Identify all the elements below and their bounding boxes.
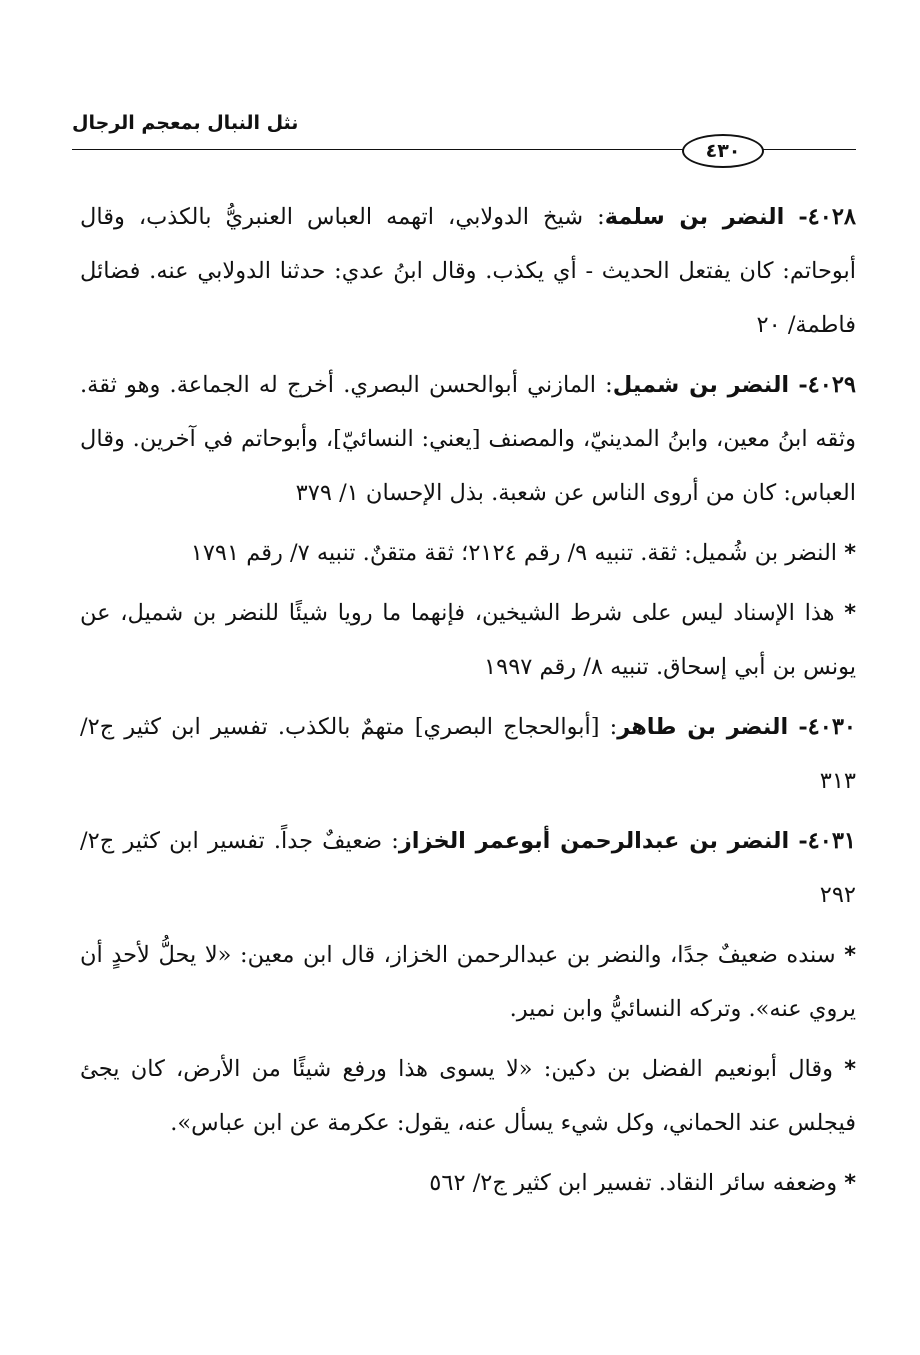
entry-number: ٤٠٢٩- — [798, 372, 857, 398]
note-paragraph — [80, 526, 856, 580]
note-text: هذا الإسناد ليس على شرط الشيخين، فإنهما ما رويا شيئًا للنضر بن شميل، عن يونس بن أبي إسحاق. تنبيه ٨/ رقم ١٩٩٧ — [80, 600, 856, 680]
note-paragraph — [80, 1042, 856, 1150]
asterisk-marker: * — [844, 1056, 856, 1082]
body-text — [80, 190, 856, 1216]
asterisk-marker: * — [844, 942, 856, 968]
entry-4029 — [80, 358, 856, 520]
entry-text: : المازني أبوالحسن البصري. أخرج له الجماعة. وهو ثقة. وثقه ابنُ معين، وابنُ المدينيّ، والمصنف [يعني: النسائيّ]، وأبوحاتم في آخرين. وقال العباس: كان من أروى الناس عن شعبة. بذل الإحسان ١/ ٣٧٩ — [80, 372, 856, 506]
note-text: سنده ضعيفٌ جدًا، والنضر بن عبدالرحمن الخزاز، قال ابن معين: «لا يحلُّ لأحدٍ أن يروي عنه». وتركه النسائيُّ وابن نمير. — [80, 942, 856, 1022]
entry-text: : ضعيفٌ جداً. تفسير ابن كثير ج٢/ ٢٩٢ — [80, 828, 856, 908]
running-title: نثل النبال بمعجم الرجال — [72, 112, 299, 134]
page-number: ٤٣٠ — [682, 134, 764, 168]
asterisk-marker: * — [844, 600, 856, 626]
narrator-name: النضر بن شميل — [612, 372, 790, 398]
note-text: النضر بن شُميل: ثقة. تنبيه ٩/ رقم ٢١٢٤؛ ثقة متقنٌ. تنبيه ٧/ رقم ١٧٩١ — [190, 540, 845, 566]
note-paragraph — [80, 586, 856, 694]
asterisk-marker: * — [844, 1170, 856, 1196]
asterisk-marker: * — [844, 540, 856, 566]
narrator-name: النضر بن طاهر — [617, 714, 789, 740]
note-paragraph — [80, 1156, 856, 1210]
note-text: وضعفه سائر النقاد. تفسير ابن كثير ج٢/ ٥٦٢ — [429, 1170, 845, 1196]
page-header — [72, 112, 856, 174]
entry-text: : [أبوالحجاج البصري] متهمٌ بالكذب. تفسير ابن كثير ج٢/ ٣١٣ — [80, 714, 856, 794]
entry-4031 — [80, 814, 856, 922]
entry-number: ٤٠٣٠- — [798, 714, 856, 740]
entry-number: ٤٠٣١- — [798, 828, 856, 854]
entry-4030 — [80, 700, 856, 808]
narrator-name: النضر بن عبدالرحمن أبوعمر الخزاز — [398, 828, 790, 854]
entry-4028 — [80, 190, 856, 352]
entry-text: : شيخ الدولابي، اتهمه العباس العنبريُّ بالكذب، وقال أبوحاتم: كان يفتعل الحديث - أي يكذب. وقال ابنُ عدي: حدثنا الدولابي عنه. فضائل فاطمة/ ٢٠ — [80, 204, 856, 338]
note-paragraph — [80, 928, 856, 1036]
narrator-name: النضر بن سلمة — [604, 204, 785, 230]
note-text: وقال أبونعيم الفضل بن دكين: «لا يسوى هذا ورفع شيئًا من الأرض، كان يجئ فيجلس عند الحماني، وكل شيء يسأل عنه، يقول: عكرمة عن ابن عباس». — [80, 1056, 856, 1136]
entry-number: ٤٠٢٨- — [798, 204, 856, 230]
